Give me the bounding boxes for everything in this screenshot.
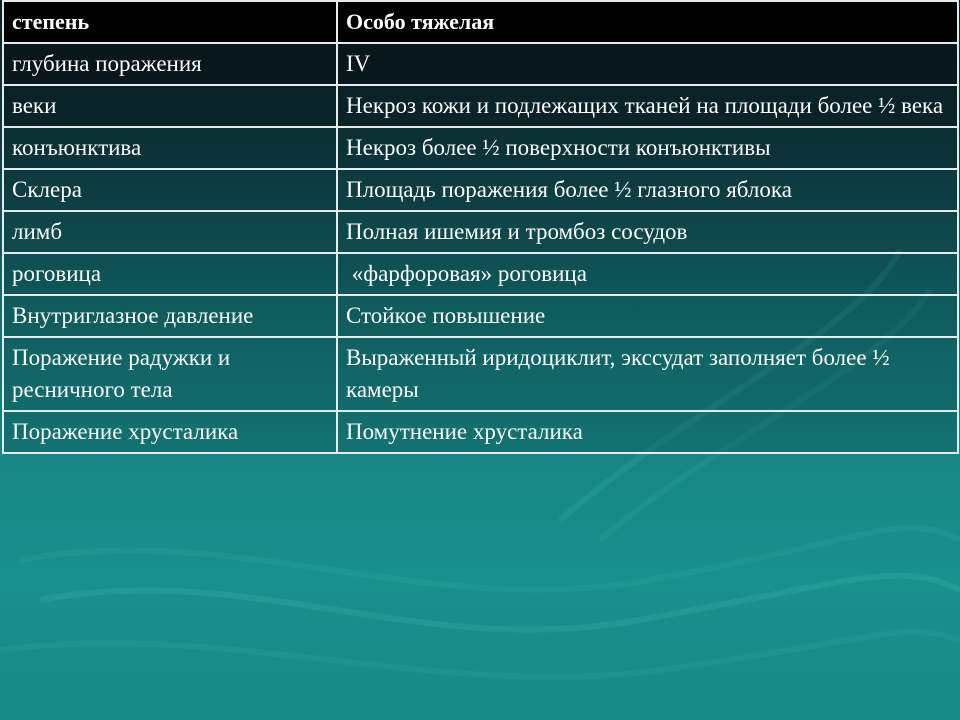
row-value: Некроз кожи и подлежащих тканей на площади более ½ века bbox=[337, 85, 958, 127]
row-label: Склера bbox=[3, 169, 337, 211]
row-label: лимб bbox=[3, 211, 337, 253]
row-value: «фарфоровая» роговица bbox=[337, 253, 958, 295]
table-row bbox=[3, 85, 958, 127]
table-row bbox=[3, 127, 958, 169]
row-value: Стойкое повышение bbox=[337, 295, 958, 337]
row-value: Полная ишемия и тромбоз сосудов bbox=[337, 211, 958, 253]
row-label: Поражение радужки и ресничного тела bbox=[3, 337, 337, 411]
table-row bbox=[3, 295, 958, 337]
row-value: Площадь поражения более ½ глазного яблока bbox=[337, 169, 958, 211]
row-value: Помутнение хрусталика bbox=[337, 411, 958, 453]
row-label: Поражение хрусталика bbox=[3, 411, 337, 453]
header-degree: степень bbox=[3, 1, 337, 43]
row-label: глубина поражения bbox=[3, 43, 337, 85]
table-row bbox=[3, 411, 958, 453]
row-label: роговица bbox=[3, 253, 337, 295]
row-value: IV bbox=[337, 43, 958, 85]
table-row bbox=[3, 253, 958, 295]
table-row bbox=[3, 211, 958, 253]
table-row bbox=[3, 337, 958, 411]
table-header-row bbox=[3, 1, 958, 43]
row-value: Некроз более ½ поверхности конъюнктивы bbox=[337, 127, 958, 169]
row-label: Внутриглазное давление bbox=[3, 295, 337, 337]
row-label: конъюнктива bbox=[3, 127, 337, 169]
row-label: веки bbox=[3, 85, 337, 127]
table-row bbox=[3, 169, 958, 211]
severity-table bbox=[2, 0, 959, 454]
row-value: Выраженный иридоциклит, экссудат заполняет более ½ камеры bbox=[337, 337, 958, 411]
header-severity: Особо тяжелая bbox=[337, 1, 958, 43]
severity-table-container bbox=[2, 0, 957, 454]
table-row bbox=[3, 43, 958, 85]
